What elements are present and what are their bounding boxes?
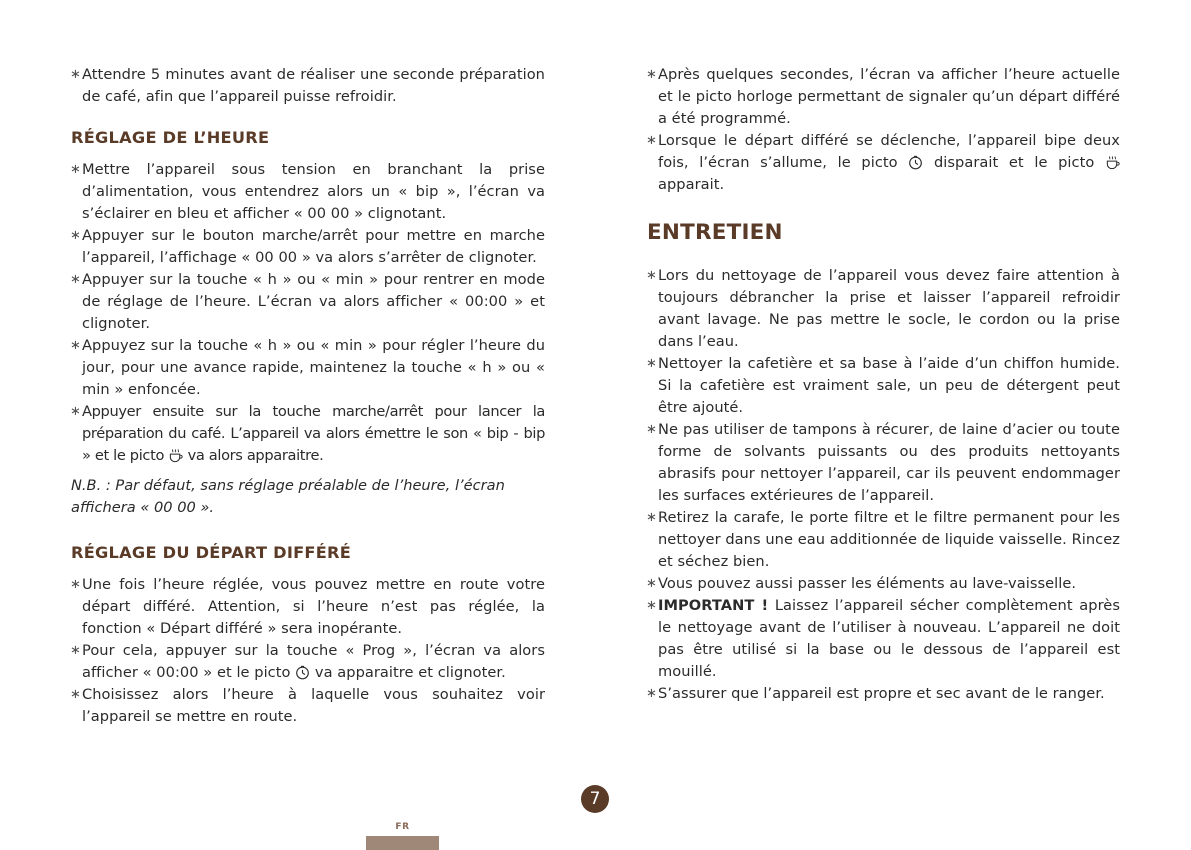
asterisk-bullet-icon: ∗: [646, 422, 657, 437]
asterisk-bullet-icon: ∗: [70, 577, 81, 592]
list-item: ∗ IMPORTANT ! Laissez l’appareil sécher complètement après le nettoyage avant de l’utiliser à nouveau. L’appareil ne doit pas être utilisé si la base ou le dessous de l’appareil est mouillé.: [646, 597, 1120, 680]
language-tab-bar: [366, 836, 439, 850]
asterisk-bullet-icon: ∗: [70, 338, 81, 353]
list-item: ∗ Appuyer sur le bouton marche/arrêt pour mettre en marche l’appareil, l’affichage « 00 00 » va alors s’arrêter de clignoter.: [70, 227, 545, 266]
section-heading-depart: RÉGLAGE DU DÉPART DIFFÉRÉ: [71, 543, 352, 562]
asterisk-bullet-icon: ∗: [646, 598, 657, 613]
nb-note: N.B. : Par défaut, sans réglage préalable de l’heure, l’écran affichera « 00 00 ».: [71, 477, 505, 516]
asterisk-bullet-icon: ∗: [70, 687, 81, 702]
left-column: [71, 64, 545, 728]
asterisk-bullet-icon: ∗: [70, 404, 81, 419]
asterisk-bullet-icon: ∗: [70, 67, 81, 82]
asterisk-bullet-icon: ∗: [70, 272, 81, 287]
asterisk-bullet-icon: ∗: [646, 67, 657, 82]
list-item: ∗ Attendre 5 minutes avant de réaliser une seconde préparation de café, afin que l’appareil puisse refroidir.: [70, 66, 545, 105]
asterisk-bullet-icon: ∗: [646, 576, 657, 591]
list-item: ∗ Choisissez alors l’heure à laquelle vous souhaitez voir l’appareil se mettre en route.: [70, 686, 545, 725]
language-label: FR: [395, 822, 410, 832]
asterisk-bullet-icon: ∗: [646, 268, 657, 283]
list-item: ∗ Vous pouvez aussi passer les éléments au lave-vaisselle.: [647, 573, 1120, 595]
list-item: ∗ Appuyez sur la touche « h » ou « min » pour régler l’heure du jour, pour une avance rapide, maintenez la touche « h » ou « min » enfoncée.: [70, 337, 545, 398]
list-item: ∗ Pour cela, appuyer sur la touche « Prog », l’écran va alors afficher « 00:00 » et le picto va apparaitre et clignoter.: [70, 642, 545, 681]
list-item: ∗ Après quelques secondes, l’écran va afficher l’heure actuelle et le picto horloge permettant de signaler qu’un départ différé a été programmé.: [646, 66, 1120, 127]
list-item: ∗ S’assurer que l’appareil est propre et sec avant de le ranger.: [647, 683, 1120, 705]
clock-icon: [295, 665, 310, 680]
list-item: ∗ Nettoyer la cafetière et sa base à l’aide d’un chiffon humide. Si la cafetière est vraiment sale, un peu de détergent peut être ajouté.: [646, 355, 1120, 416]
list-item: ∗ Appuyer sur la touche « h » ou « min » pour rentrer en mode de réglage de l’heure. L’écran va alors afficher « 00:00 » et clignoter.: [70, 271, 545, 332]
asterisk-bullet-icon: ∗: [646, 133, 657, 148]
list-item: ∗ Mettre l’appareil sous tension en branchant la prise d’alimentation, vous entendrez alors un « bip », l’écran va s’éclairer en bleu et afficher « 00 00 » clignotant.: [70, 161, 545, 222]
hot-cup-icon: [1105, 155, 1120, 170]
asterisk-bullet-icon: ∗: [70, 228, 81, 243]
asterisk-bullet-icon: ∗: [70, 162, 81, 177]
list-item: ∗ Appuyer ensuite sur la touche marche/arrêt pour lancer la préparation du café. L’appareil va alors émettre le son « bip - bip » et le picto va alors apparaitre.: [70, 403, 545, 464]
right-column: [647, 64, 1120, 705]
hot-cup-icon: [168, 448, 183, 463]
list-item: ∗ Retirez la carafe, le porte filtre et le filtre permanent pour les nettoyer dans une eau additionnée de liquide vaisselle. Rincez et séchez bien.: [646, 509, 1120, 570]
list-item: ∗ Une fois l’heure réglée, vous pouvez mettre en route votre départ différé. Attention, si l’heure n’est pas réglée, la fonction « Départ différé » sera inopérante.: [70, 576, 545, 637]
asterisk-bullet-icon: ∗: [646, 356, 657, 371]
list-item: ∗ Lors du nettoyage de l’appareil vous devez faire attention à toujours débrancher la prise et laisser l’appareil refroidir avant lavage. Ne pas mettre le socle, le cordon ou la prise dans l’eau.: [646, 267, 1120, 350]
important-label: IMPORTANT !: [658, 597, 769, 614]
section-heading-entretien: ENTRETIEN: [647, 220, 783, 245]
section-heading-heure: RÉGLAGE DE L’HEURE: [71, 128, 270, 147]
list-item: ∗ Ne pas utiliser de tampons à récurer, de laine d’acier ou toute forme de solvants puissants ou des produits nettoyants abrasifs pour nettoyer l’appareil, car ils peuvent endommager les surfaces extérieures de l’appareil.: [646, 421, 1120, 504]
asterisk-bullet-icon: ∗: [646, 510, 657, 525]
clock-icon: [908, 155, 923, 170]
asterisk-bullet-icon: ∗: [646, 686, 657, 701]
page-number: 7: [581, 785, 609, 813]
asterisk-bullet-icon: ∗: [70, 643, 81, 658]
list-item: ∗ Lorsque le départ différé se déclenche, l’appareil bipe deux fois, l’écran s’allume, le picto disparait et le picto apparait.: [646, 132, 1120, 193]
